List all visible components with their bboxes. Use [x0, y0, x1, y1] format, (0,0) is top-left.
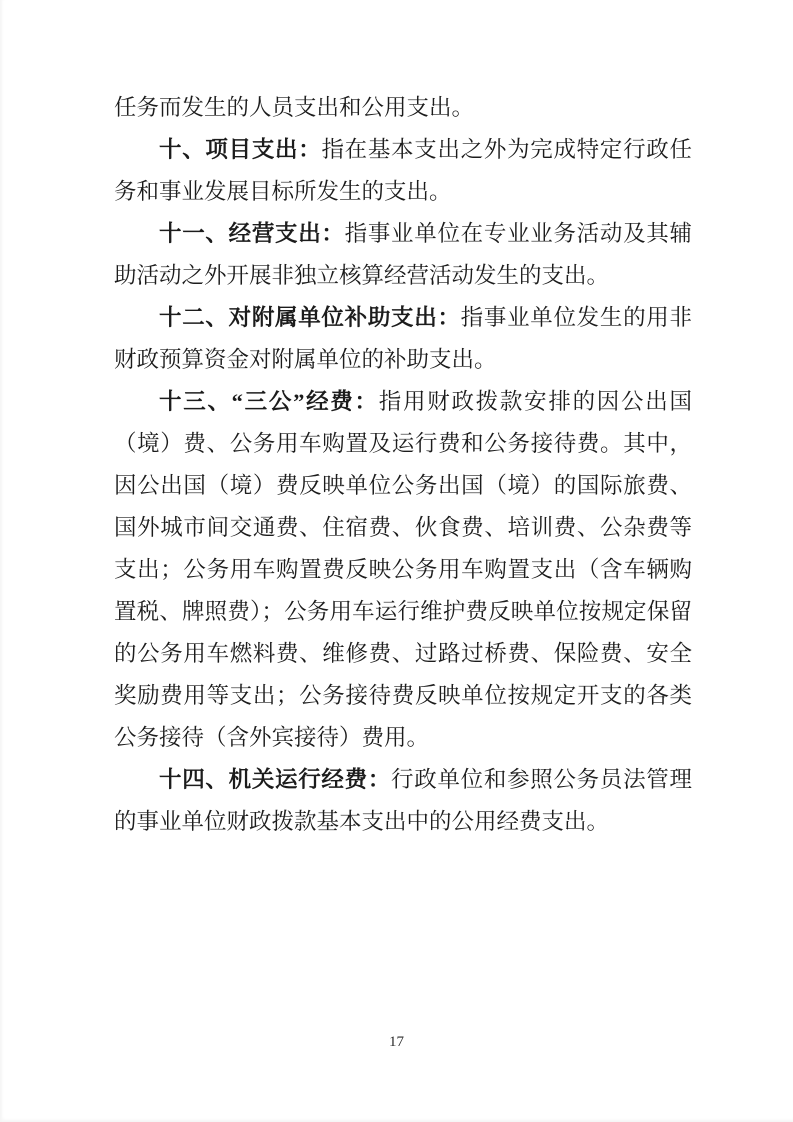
page-number: 17	[389, 1034, 404, 1050]
paragraph-lead: 十二、对附属单位补助支出：	[159, 305, 461, 330]
paragraph-lead: 十三、“三公”经费：	[159, 389, 379, 414]
paragraph-text: 指在基本支出之外为完成特定行政任务和事业发展目标所发生的支出。	[114, 137, 692, 204]
paragraph	[114, 87, 692, 129]
paragraph-text: 任务而发生的人员支出和公用支出。	[114, 95, 475, 120]
document-body	[114, 87, 692, 843]
paragraph-text: 指事业单位在专业业务活动及其辅助活动之外开展非独立核算经营活动发生的支出。	[114, 221, 692, 288]
paragraph-lead: 十一、经营支出：	[159, 221, 345, 246]
paragraph-lead: 十四、机关运行经费：	[159, 767, 392, 792]
paragraph	[114, 381, 692, 759]
paragraph-text: 指用财政拨款安排的因公出国（境）费、公务用车购置及运行费和公务接待费。其中，因公出国（境）费反映单位公务出国（境）的国际旅费、国外城市间交通费、住宿费、伙食费、培训费、公杂费等支出；公务用车购置费反映公务用车购置支出（含车辆购置税、牌照费）；公务用车运行维护费反映单位按规定保留的公务用车燃料费、维修费、过路过桥费、保险费、安全奖励费用等支出；公务接待费反映单位按规定开支的各类公务接待（含外宾接待）费用。	[114, 389, 692, 750]
paragraph-text: 指事业单位发生的用非财政预算资金对附属单位的补助支出。	[114, 305, 692, 372]
paragraph	[114, 297, 692, 381]
paragraph	[114, 129, 692, 213]
paragraph-text: 行政单位和参照公务员法管理的事业单位财政拨款基本支出中的公用经费支出。	[114, 767, 692, 834]
paragraph	[114, 213, 692, 297]
paragraph	[114, 759, 692, 843]
paragraph-lead: 十、项目支出：	[159, 137, 322, 162]
